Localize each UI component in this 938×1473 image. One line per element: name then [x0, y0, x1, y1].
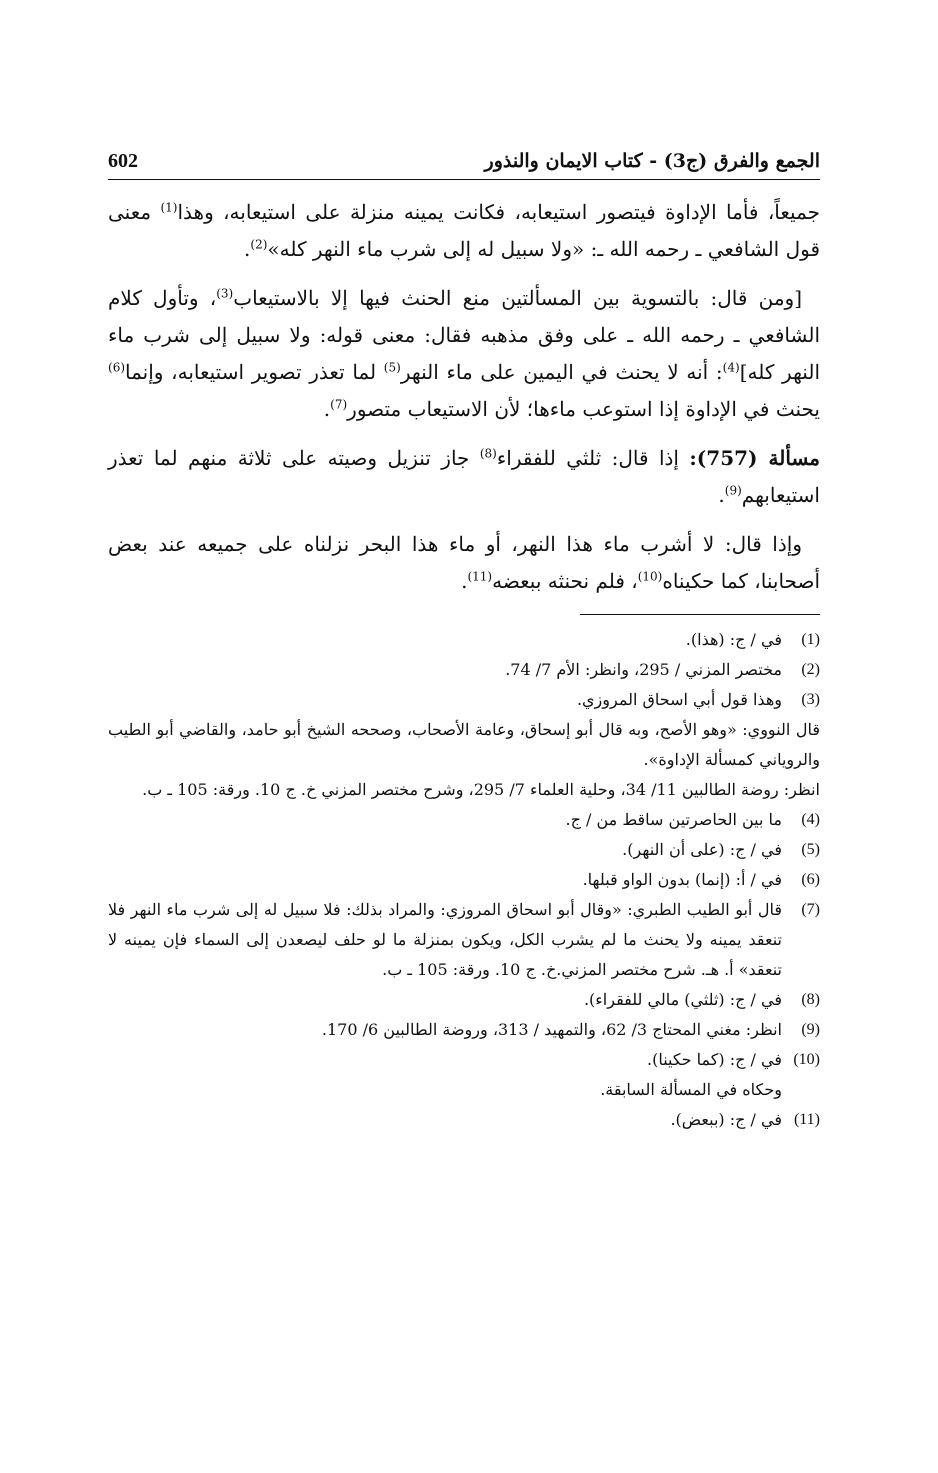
footnote-text: في / ج: (على أن النهر).: [622, 840, 782, 859]
text-span: يحنث في الإداوة إذا استوعب ماءها؛ لأن الاستيعاب متصور: [347, 397, 820, 421]
footnote-text: في / ج: (هذا).: [685, 630, 782, 649]
footnote-number: (11): [793, 1111, 820, 1128]
footnote-text: قال أبو الطيب الطبري: «وقال أبو اسحاق المروزي: والمراد بذلك: فلا سبيل له إلى شرب ماء النهر فلا تنعقد يمينه ولا يحنث ما لم يشرب الكل، ويكون بمنزلة ما لو حلف ليصعدن إلى السماء فإن يمينه لا تنعقد» أ. هـ. شرح مختصر المزني.خ. ج 10. ورقة: 105 ـ ب.: [108, 900, 783, 979]
footnote-10: [108, 1045, 820, 1075]
footnote-number: (7): [801, 901, 820, 918]
footnote-ref[interactable]: (10): [637, 569, 663, 584]
footnote-3-continuation: انظر: روضة الطالبين 11/ 34، وحلية العلماء 7/ 295، وشرح مختصر المزني خ. ج 10. ورقة: 105 ـ ب.: [142, 780, 820, 799]
text-span: [ومن قال: بالتسوية بين المسألتين منع الحنث فيها إلا بالاستيعاب: [233, 286, 802, 310]
page-header: [108, 150, 820, 180]
footnote-text: في / أ: (إنما) بدون الواو قبلها.: [582, 870, 782, 889]
footnote-3: [108, 685, 820, 715]
text-span: لما تعذر تصوير استيعابه، وإنما: [125, 360, 384, 384]
footnote-1: [108, 625, 820, 655]
footnote-text: مختصر المزني / 295، وانظر: الأم 7/ 74.: [505, 660, 782, 679]
footnote-text: في / ج: (ببعض).: [670, 1110, 782, 1129]
text-span: .: [461, 569, 468, 593]
text-span: ، فلم نحنثه ببعضه: [492, 569, 638, 593]
text-span: .: [718, 483, 725, 507]
footnote-9: [108, 1015, 820, 1045]
footnote-number: (4): [801, 811, 820, 828]
paragraph-1: [108, 194, 820, 268]
footnote-3-continuation: قال النووي: «وهو الأصح، وبه قال أبو إسحاق، وعامة الأصحاب، وصححه الشيخ أبو حامد، والقاضي أبو الطيب والروياني كمسألة الإداوة».: [108, 720, 820, 769]
footnote-number: (1): [801, 631, 820, 648]
text-span: إذا قال: ثلثي للفقراء: [496, 446, 690, 470]
footnote-number: (10): [793, 1051, 820, 1068]
footnote-6: [108, 865, 820, 895]
masala-label: مسألة (757):: [689, 446, 821, 470]
footnote-number: (2): [801, 661, 820, 678]
paragraph-2: [108, 280, 820, 428]
text-span: معنى قول الشافعي ـ رحمه الله ـ: «ولا سبيل له إلى شرب ماء النهر كله»: [108, 200, 820, 261]
footnote-ref[interactable]: (11): [467, 569, 493, 584]
paragraph-masala-757: [108, 440, 820, 514]
footnote-ref[interactable]: (8): [479, 446, 497, 461]
footnote-divider: [580, 614, 820, 615]
footnote-text: ما بين الحاصرتين ساقط من / ج.: [565, 810, 782, 829]
footnote-2: [108, 655, 820, 685]
footnote-ref[interactable]: (1): [160, 200, 178, 215]
footnote-10-continuation: وحكاه في المسألة السابقة.: [600, 1080, 782, 1099]
footnote-ref[interactable]: (9): [724, 483, 742, 498]
text-span: .: [323, 397, 331, 421]
footnote-ref[interactable]: (6): [108, 360, 126, 375]
footnote-ref[interactable]: (3): [216, 286, 234, 301]
footnote-8: [108, 985, 820, 1015]
paragraph-4: [108, 526, 820, 600]
footnote-4: [108, 805, 820, 835]
text-span: وإذا قال: لا أشرب ماء هذا النهر، أو ماء هذا البحر نزلناه على جميعه عند بعض أصحابنا، كما حكيناه: [108, 532, 820, 593]
footnote-ref[interactable]: (2): [250, 237, 268, 252]
running-title: الجمع والفرق (ج3) - كتاب الايمان والنذور: [484, 150, 820, 172]
footnote-text: وهذا قول أبي اسحاق المروزي.: [576, 690, 782, 709]
text-span: ، وتأول كلام الشافعي ـ رحمه الله ـ على وفق مذهبه فقال: معنى قوله: ولا سبيل إلى شرب ماء النهر كله]: [108, 286, 820, 384]
footnote-text: في / ج: (كما حكينا).: [646, 1050, 782, 1069]
footnotes: [108, 625, 820, 1135]
footnote-number: (6): [801, 871, 820, 888]
footnote-number: (9): [801, 1021, 820, 1038]
footnote-number: (5): [801, 841, 820, 858]
text-span: جاز تنزيل وصيته على ثلاثة منهم لما تعذر استيعابهم: [108, 446, 820, 507]
footnote-number: (8): [801, 991, 820, 1008]
text-span: .: [244, 237, 251, 261]
footnote-5: [108, 835, 820, 865]
text-span: : أنه لا يحنث في اليمين على ماء النهر: [400, 360, 723, 384]
footnote-ref[interactable]: (5): [383, 360, 401, 375]
footnote-number: (3): [801, 691, 820, 708]
footnote-ref[interactable]: (7): [330, 397, 348, 412]
text-span: جميعاً، فأما الإداوة فيتصور استيعابه، فكانت يمينه منزلة على استيعابه، وهذا: [177, 200, 820, 224]
footnote-text: انظر: مغني المحتاج 3/ 62، والتمهيد / 313، وروضة الطالبين 6/ 170.: [321, 1020, 782, 1039]
footnote-7: [108, 895, 820, 985]
footnote-ref[interactable]: (4): [722, 360, 740, 375]
footnote-11: [108, 1105, 820, 1135]
book-page: [108, 150, 820, 1135]
page-number: 602: [108, 150, 138, 172]
footnote-text: في / ج: (ثلثي) مالي للفقراء).: [583, 990, 782, 1009]
